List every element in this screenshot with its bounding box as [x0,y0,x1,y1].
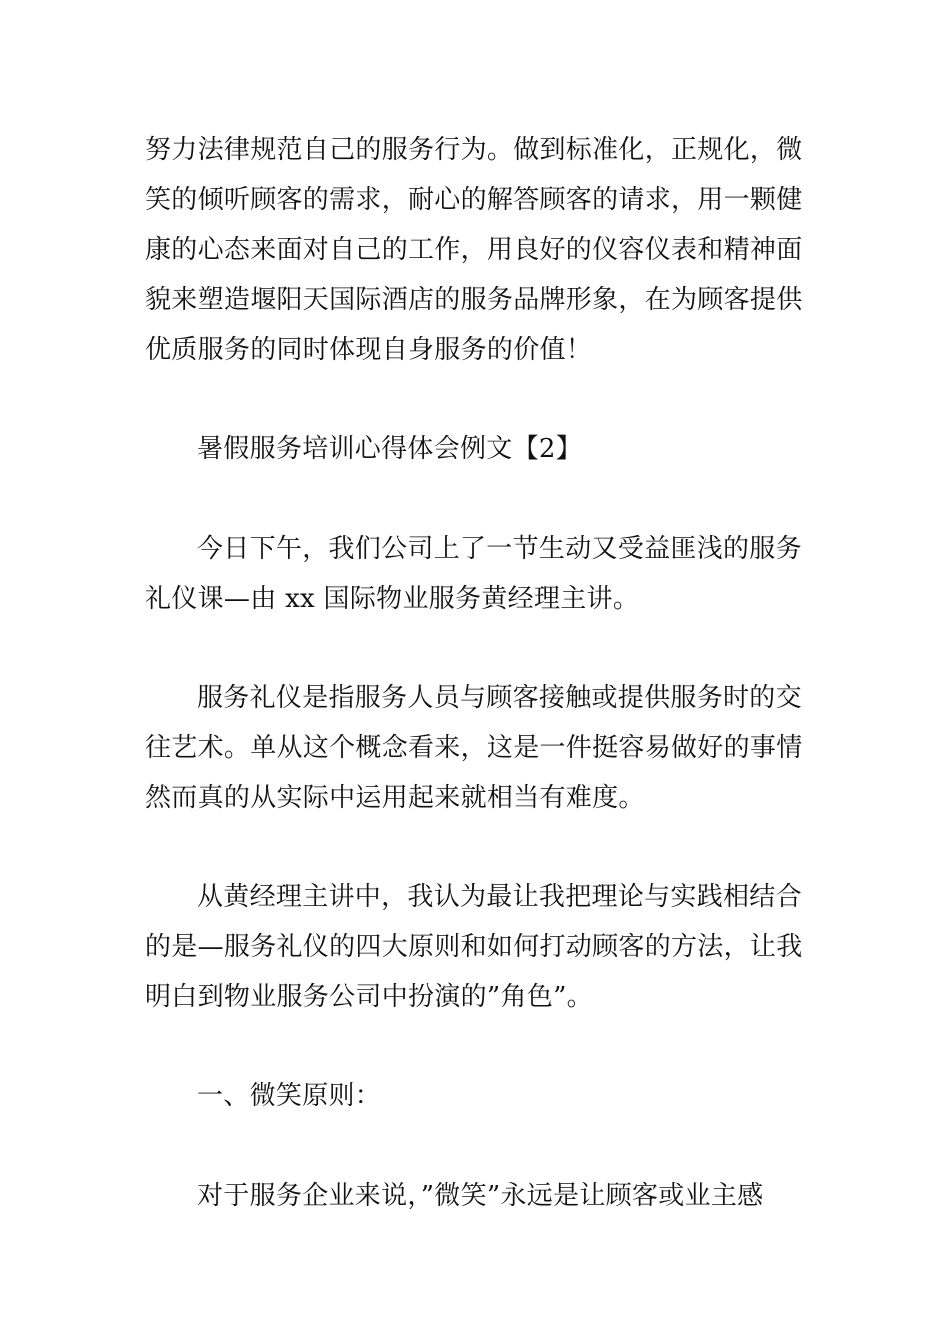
paragraph-1-line-1: 努力法律规范自己的服务行为。做到标准化，正规化，微 [145,135,803,165]
paragraph-3-line-1: 服务礼仪是指服务人员与顾客接触或提供服务时的交 [197,683,802,713]
section-heading: 暑假服务培训心得体会例文【2】 [197,434,583,464]
paragraph-1-line-3: 康的心态来面对自己的工作，用良好的仪容仪表和精神面 [145,235,803,265]
paragraph-4-line-1: 从黄经理主讲中，我认为最让我把理论与实践相结合 [197,882,802,912]
paragraph-1-line-5: 优质服务的同时体现自身服务的价值！ [145,335,593,365]
paragraph-1-line-4: 貌来塑造堰阳天国际酒店的服务品牌形象，在为顾客提供 [145,285,803,315]
paragraph-1-line-2: 笑的倾听顾客的需求，耐心的解答顾客的请求，用一颗健 [145,185,803,215]
paragraph-5-line-1: 对于服务企业来说，”微笑”永远是让顾客或业主感 [197,1181,764,1211]
principle-heading: 一、微笑原则： [197,1081,382,1111]
paragraph-4-line-3: 明白到物业服务公司中扮演的”角色”。 [145,982,593,1012]
paragraph-2-line-1: 今日下午，我们公司上了一节生动又受益匪浅的服务 [197,534,802,564]
paragraph-2-line-2: 礼仪课—由 xx 国际物业服务黄经理主讲。 [145,584,640,614]
paragraph-3-line-2: 往艺术。单从这个概念看来，这是一件挺容易做好的事情 [145,733,803,763]
paragraph-4-line-2: 的是—服务礼仪的四大原则和如何打动顾客的方法，让我 [145,932,803,962]
paragraph-3-line-3: 然而真的从实际中运用起来就相当有难度。 [145,783,645,813]
